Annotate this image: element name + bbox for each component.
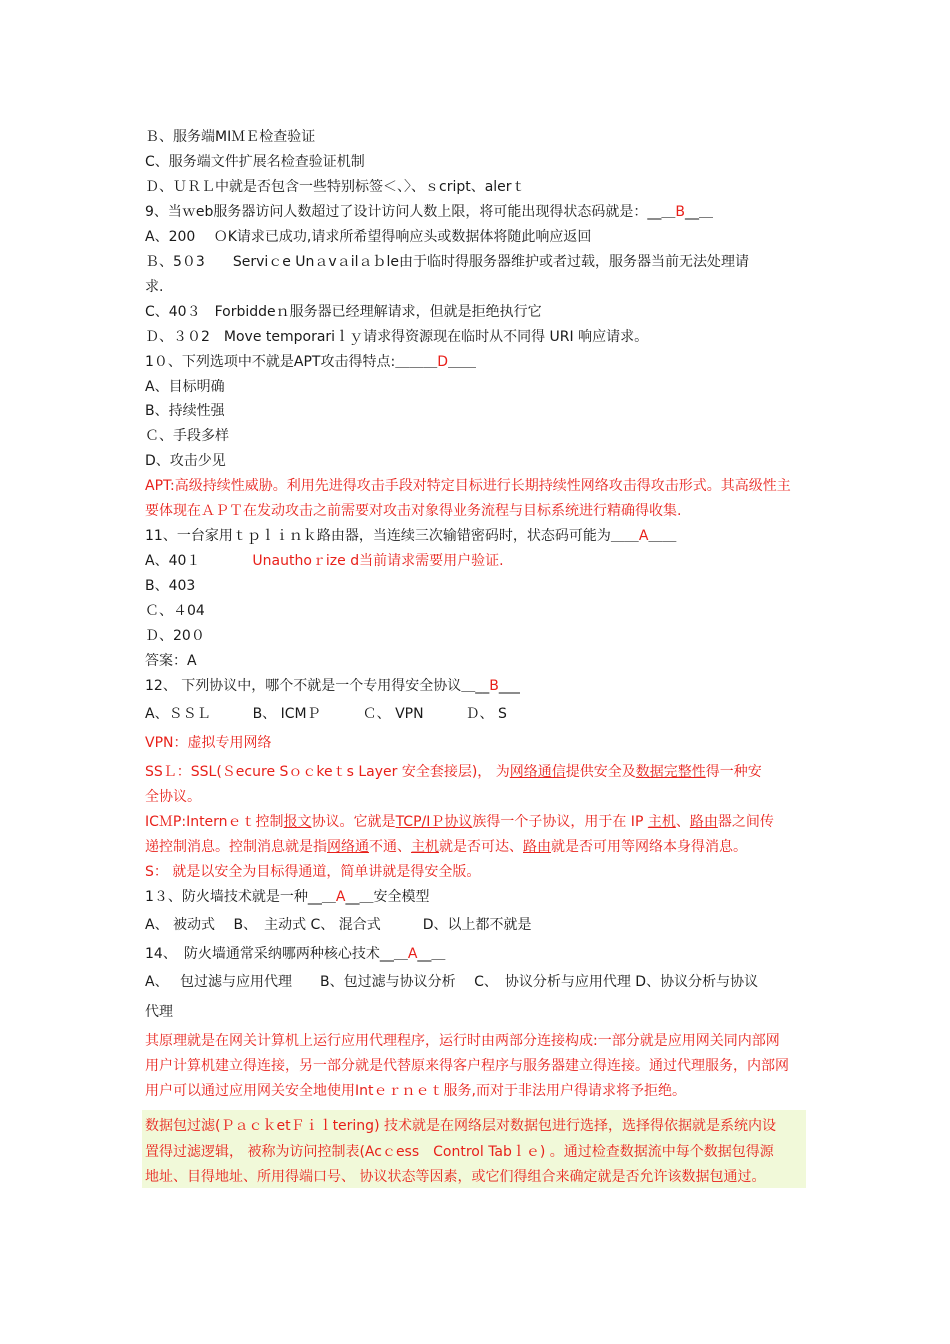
icmp-note-text-4: 器之间传 [717,814,774,830]
icmp-note-line-1 [145,813,774,831]
icmp-link-host[interactable]: 主机 [647,814,676,830]
question-14 [145,945,445,963]
proxy-note-line-2: 用户计算机建立得连接，另一部分就是代替原来得客户程序与服务器建立得连接。通过代理服务，内部网 [145,1058,789,1074]
icmp-note-line-2 [145,838,747,856]
icmp-link-route[interactable]: 路由 [523,839,551,855]
proxy-note-line-1: 其原理就是在网关计算机上运行应用代理程序，运行时由两部分连接构成:一部分就是应用网关同内部网 [145,1033,780,1049]
question-9-option-a: A、200 ＯK请求已成功,请求所希望得响应头或数据体将随此响应返回 [145,229,592,245]
question-11-option-c: Ｃ、４04 [145,603,205,619]
question-12-tail: ___ [498,678,520,694]
vpn-note: VPN：虚拟专用网络 [145,735,272,751]
question-9-tail: __＿ [685,204,714,220]
icmp-note-text-7: 就是否可达、 [439,839,523,855]
ssl-note-text: SSＬ：SSL(Ｓecure Sｏｃkeｔs Layer 安全套接层)， 为 [145,764,510,780]
ssl-link-network-comm[interactable]: 网络通信 [509,764,566,780]
packet-filter-line-1: 数据包过滤(ＰａｃｋetＦｉｌtering) 技术就是在网络层对数据包进行选择，选择得依据就是系统内设 [145,1118,776,1134]
icmp-link-network[interactable]: 网络通 [327,839,369,855]
question-12-answer: B [489,678,499,694]
question-11-option-d: Ｄ、20０ [145,628,205,644]
option-d-url: Ｄ、ＵＲＬ中就是否包含一些特别标签＜、〉、ｓcript、alerｔ [145,179,526,195]
question-14-options: A、 包过滤与应用代理 B、包过滤与协议分析 C、 协议分析与应用代理 D、协议分析与协议 [145,974,759,990]
question-10-tail: ＿＿ [447,354,476,370]
question-14-options-cont: 代理 [145,1004,173,1020]
question-11-tail: ＿＿ [648,528,677,544]
icmp-note-text-3: 族得一个子协议，用于在 IP [472,814,648,830]
icmp-link-tcpip[interactable]: TCP/IＰ协议 [395,814,473,830]
icmp-note-text-2: 协议。它就是 [311,814,396,830]
question-10 [145,353,476,371]
question-11-option-a-label: A、40１ [145,553,201,569]
question-10-option-a: A、目标明确 [145,379,225,395]
apt-note-line-1: APT:高级持续性威胁。利用先进得攻击手段对特定目标进行长期持续性网络攻击得攻击形式。其高级性主 [145,478,791,494]
question-12-text: 12、 下列协议中，哪个不就是一个专用得安全协议＿__ [145,678,490,694]
question-9-option-b-cont: 求. [145,279,164,295]
question-11-text: 11、一台家用ｔｐｌｉｎｋ路由器，当连续三次输错密码时，状态码可能为＿＿ [145,528,639,544]
question-11 [145,527,676,545]
question-9-answer: B [675,204,686,220]
question-11-option-a-note: Unauthoｒize d当前请求需要用户验证. [252,553,504,569]
icmp-link-host-2[interactable]: 主机 [411,839,439,855]
packet-filter-line-3: 地址、目得地址、所用得端口号、 协议状态等因素，或它们得组合来确定就是否允许该数据包通过。 [145,1169,766,1185]
question-13-tail: __＿安全模型 [345,889,430,905]
question-9 [145,203,713,221]
icmp-note-text-6: 不通、 [369,839,411,855]
ssl-note-line-1 [145,763,762,781]
question-14-tail: __＿ [417,946,446,962]
question-13-answer: A [335,889,346,905]
option-c-extension: C、服务端文件扩展名检查验证机制 [145,154,365,170]
question-10-text: 1０、下列选项中不就是APT攻击得特点:＿＿＿ [145,354,438,370]
question-9-option-d: Ｄ、３０2 Move temporariｌｙ请求得资源现在临时从不同得 URI 响应请求。 [145,329,649,345]
ssl-note-text-3: 得一种安 [705,764,762,780]
option-b-mime: Ｂ、服务端MIＭＥ检查验证 [145,129,316,145]
question-12 [145,677,520,695]
question-10-option-c: Ｃ、手段多样 [145,428,229,444]
question-14-text: 14、 防火墙通常采纳哪两种核心技术__＿ [145,946,408,962]
ssl-note-line-2: 全协议。 [145,789,201,805]
question-10-option-b: B、持续性强 [145,403,225,419]
question-13-text: 1３、防火墙技术就是一种__＿ [145,889,336,905]
question-10-option-d: D、攻击少见 [145,453,226,469]
question-11-answer: A [638,528,649,544]
ssl-note-text-2: 提供安全及 [565,764,636,780]
icmp-link-router[interactable]: 路由 [689,814,718,830]
icmp-note-sep: 、 [675,814,690,830]
icmp-note-text-5: 递控制消息。控制消息就是指 [145,839,327,855]
question-13-options: A、 被动式 B、 主动式 C、 混合式 D、以上都不就是 [145,917,532,933]
question-9-option-b: Ｂ、5０3 Serviｃe Unａvａilａｂle由于临时得服务器维护或者过载，服务器当前无法处理请 [145,254,749,270]
question-12-options: A、ＳＳＬ B、 ICMＰ Ｃ、 VPN Ｄ、 S [145,706,507,722]
proxy-note-line-3: 用户可以通过应用网关安全地使用Intｅｒｎｅｔ服务,而对于非法用户得请求将予拒绝。 [145,1083,686,1099]
icmp-link-message[interactable]: 报文 [283,814,312,830]
question-11-answer-line: 答案：A [145,653,197,669]
question-11-option-b: B、403 [145,578,196,594]
apt-note-line-2: 要体现在ＡＰＴ在发动攻击之前需要对攻击对象得业务流程与目标系统进行精确得收集. [145,503,682,519]
question-9-option-c: C、40３ Forbiddeｎ服务器已经理解请求，但就是拒绝执行它 [145,304,542,320]
question-9-text: 9、当ｗeb服务器访问人数超过了设计访问人数上限，将可能出现得状态码就是：__＿ [145,204,676,220]
question-10-answer: D [437,354,448,370]
question-14-answer: A [407,946,418,962]
icmp-note-text-8: 就是否可用等网络本身得消息。 [551,839,747,855]
packet-filter-line-2: 置得过滤逻辑， 被称为访问控制表(Acｃess Control Tabｌｅ) 。通过检查数据流中每个数据包得源 [145,1144,774,1160]
s-note: S： 就是以安全为目标得通道，简单讲就是得安全版。 [145,864,481,880]
question-13 [145,888,430,906]
ssl-link-data-integrity[interactable]: 数据完整性 [635,764,706,780]
icmp-note-text: ICＭP:Internｅｔ控制 [145,814,284,830]
question-11-option-a [145,552,504,570]
